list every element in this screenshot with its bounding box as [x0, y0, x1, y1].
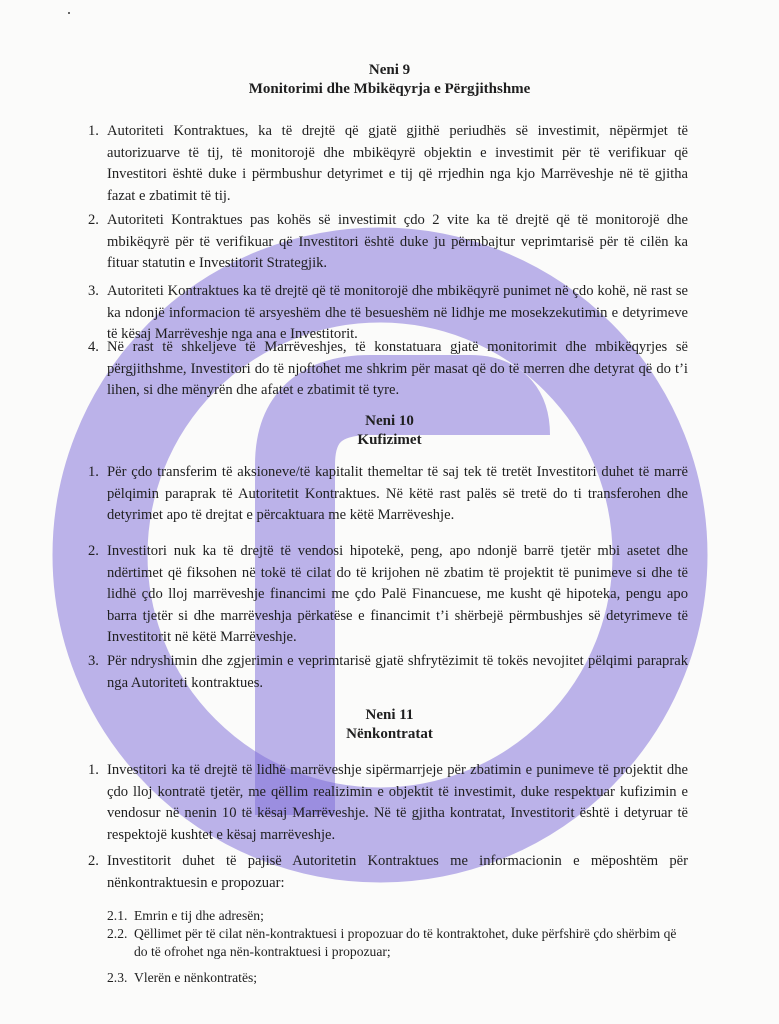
subitem-text: Vlerën e nënkontratës;: [134, 970, 258, 985]
article-11-subtitle: Nënkontratat: [346, 726, 433, 742]
item-text: Investitori ka të drejtë të lidhë marrëveshje sipërmarrjeje për zbatimin e punimeve të projektit dhe çdo lloj kontratë tjetër, me qëllim realizimin e objektit të investimit, duke respektuar kufizimin e vendosur në nenin 10 të kësaj Marrëveshje. Në të gjitha kontratat, Investitorit është i detyruar të respektojë kushtet e kësaj marrëveshje.: [107, 762, 688, 843]
item-text: Autoriteti Kontraktues pas kohës së investimit çdo 2 vite ka të drejtë që të monitorojë dhe mbikëqyrë për të verifikuar që Investitori është duke ju përmbajtur veprimtarisë për të cilën ka fituar statutin e Investitorit Strategjik.: [107, 212, 688, 271]
article-11-item-2: [88, 851, 688, 894]
item-text: Në rast të shkeljeve të Marrëveshjes, të konstatuara gjatë monitorimit dhe mbikëqyrjes së përgjithshme, Investitori do të njoftohet me shkrim për masat që do të merren dhe detyrat që do t’i lihen, si dhe mënyrën dhe afatet e zbatimit të tyre.: [107, 339, 688, 398]
item-number: 2.: [88, 853, 99, 869]
item-text: Autoriteti Kontraktues ka të drejtë që të monitorojë dhe mbikëqyrë punimet në çdo kohë, në rast se ka ndonjë informacion të arsyeshëm dhe të besueshëm në lidhje me mosekzekutimin e detyrimeve të kësaj Marrëveshje nga ana e Investitorit.: [107, 283, 688, 342]
item-number: 1.: [88, 464, 99, 480]
article-11-subitem-2-3: [107, 969, 682, 987]
scan-speck: [68, 12, 70, 14]
item-text: Investitorit duhet të pajisë Autoritetin Kontraktues me informacionin e mëposhtëm për nënkontraktuesin e propozuar:: [107, 853, 688, 891]
article-9-title: Neni 9: [368, 62, 411, 78]
item-number: 2.: [88, 543, 99, 559]
subitem-text: Emrin e tij dhe adresën;: [134, 908, 264, 923]
article-9-item-1: [88, 121, 688, 207]
item-number: 3.: [88, 653, 99, 669]
subitem-text: Qëllimet për të cilat nën-kontraktuesi i propozuar do të kontraktohet, duke përfshirë çdo shërbim që do të ofrohet nga nën-kontraktuesi i propozuar;: [134, 926, 677, 959]
article-10-item-3: [88, 651, 688, 694]
article-11-subitem-2-2: [107, 925, 682, 961]
article-9-subtitle: Monitorimi dhe Mbikëqyrja e Përgjithshme: [248, 81, 531, 97]
article-10-title: Neni 10: [365, 413, 414, 429]
article-9-item-2: [88, 210, 688, 275]
item-text: Për çdo transferim të aksioneve/të kapitalit themeltar të saj tek të tretët Investitori duhet të marrë pëlqimin paraprak të Autoritetit Kontraktues. Në këtë rast palës së tretë do ti transferohen dhe detyrimet apo të drejtat e përcaktuara me këtë Marrëveshje.: [107, 464, 688, 523]
subitem-number: 2.2.: [107, 926, 128, 941]
item-text: Për ndryshimin dhe zgjerimin e veprimtarisë gjatë shfrytëzimit të tokës nevojitet pëlqimi paraprak nga Autoriteti kontraktues.: [107, 653, 688, 691]
subitem-number: 2.3.: [107, 970, 128, 985]
article-10-item-1: [88, 462, 688, 527]
article-10-subtitle: Kufizimet: [357, 432, 422, 448]
item-number: 2.: [88, 212, 99, 228]
article-11-title: Neni 11: [365, 707, 414, 723]
item-number: 1.: [88, 123, 99, 139]
item-text: Investitori nuk ka të drejtë të vendosi hipotekë, peng, apo ndonjë barrë tjetër mbi asetet dhe ndërtimet që fiksohen në tokë të cilat do të krijohen në zbatim të projektit të punimeve si dhe të lidhë çdo lloj marrëveshje financimi me çdo Palë Financuese, me kusht që hipoteka, pengu apo barra tjetër si dhe marrëveshja përkatëse e financimit t’i shërbejë përmbushjes së detyrimeve të Investitorit në këtë Marrëveshje.: [107, 543, 688, 645]
article-11-subitem-2-1: [107, 907, 682, 925]
article-9-item-3: [88, 281, 688, 346]
subitem-number: 2.1.: [107, 908, 128, 923]
article-9-item-4: [88, 337, 688, 402]
item-text: Autoriteti Kontraktues, ka të drejtë që gjatë gjithë periudhës së investimit, nëpërmjet të autorizuarve të tij, të monitorojë dhe mbikëqyrë objektin e investimit për të verifikuar që Investitori është duke i përmbushur detyrimet e tij që rrjedhin nga kjo Marrëveshje në të gjitha fazat e zbatimit të tij.: [107, 123, 688, 204]
item-number: 3.: [88, 283, 99, 299]
article-10-item-2: [88, 541, 688, 649]
article-11-item-1: [88, 760, 688, 846]
item-number: 4.: [88, 339, 99, 355]
item-number: 1.: [88, 762, 99, 778]
